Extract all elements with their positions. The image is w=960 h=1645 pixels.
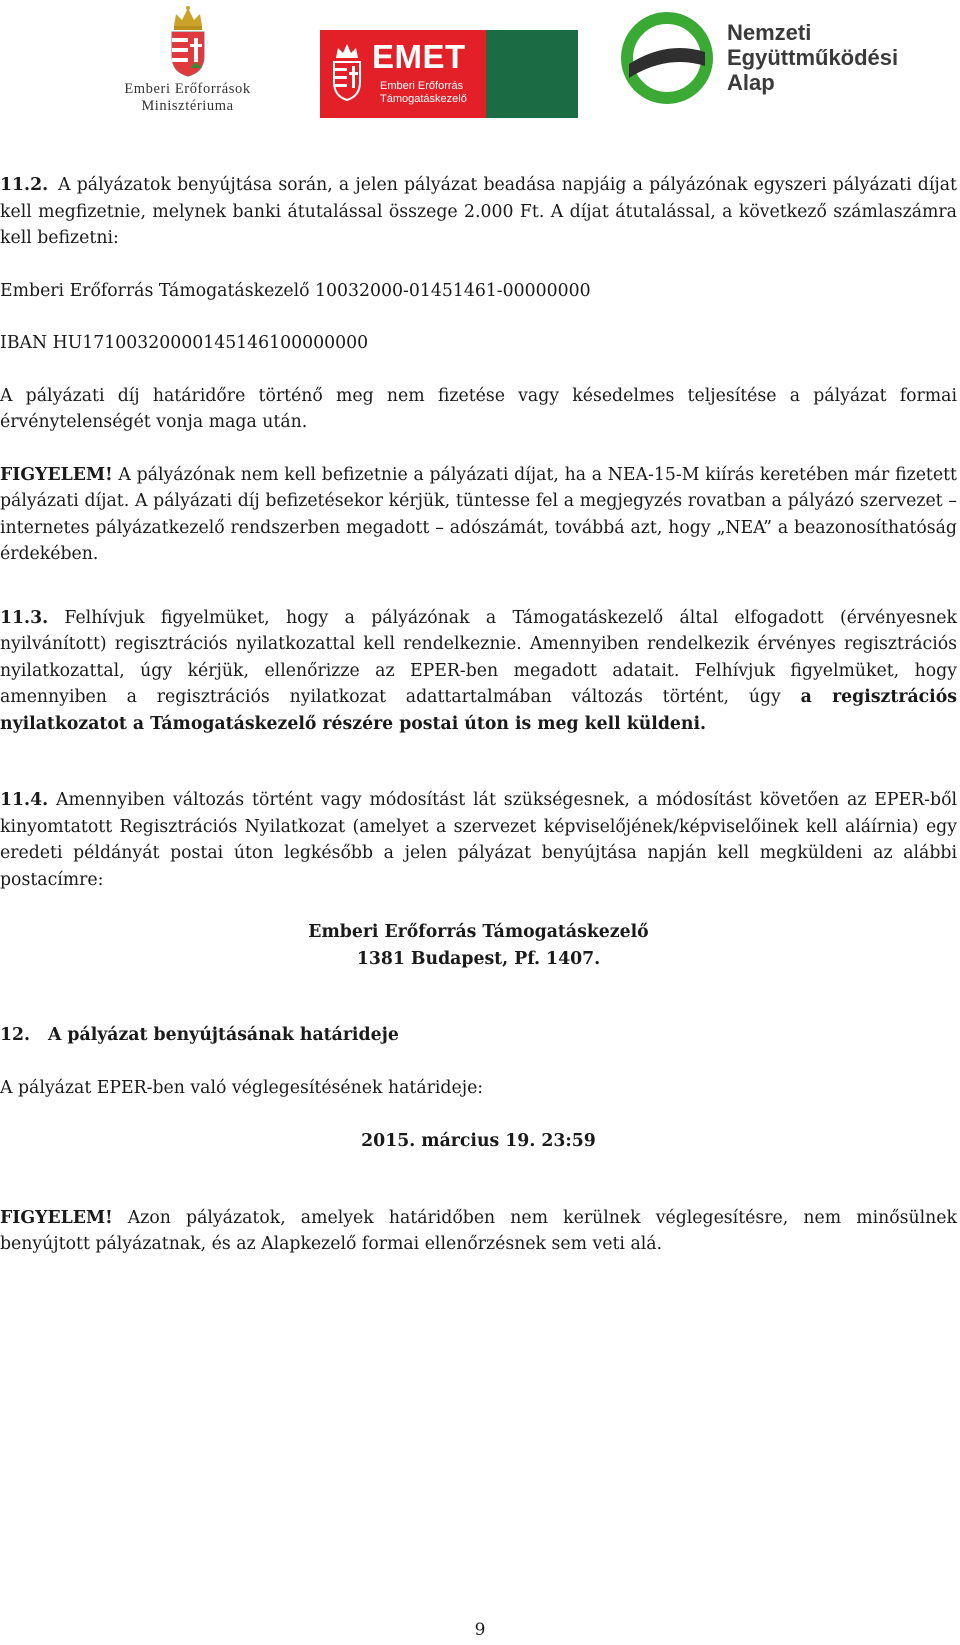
nea-logo-line2: Együttműködési: [727, 45, 899, 70]
emmi-logo-line2: Minisztériuma: [141, 98, 234, 114]
emmi-logo: [100, 4, 275, 122]
deadline-intro: A pályázat EPER-ben való véglegesítésének határideje:: [0, 1077, 484, 1098]
emet-logo-title: EMET: [372, 38, 466, 75]
section-11-2-text: A pályázatok benyújtása során, a jelen pályázat beadása napjáig a pályázónak egyszeri pályázati díjat kell megfizetnie, melynek banki átutalással összege 2.000 Ft. A díjat átutalással, a következő számlaszámra kell befizetni:: [0, 175, 957, 248]
section-12-heading: [0, 1022, 957, 1049]
postal-address-line2: 1381 Budapest, Pf. 1407.: [356, 948, 601, 969]
emet-logo-sub-line1: Emberi Erőforrás: [380, 80, 464, 92]
section-11-2-number: 11.2.: [0, 175, 49, 195]
emet-logo-green-block: [486, 30, 578, 118]
emet-logo-sub-line2: Támogatáskezelő: [380, 93, 467, 105]
section-11-3-text: Felhívjuk figyelmüket, hogy a pályázónak a Támogatáskezelő által elfogadott (érvényesnek nyilvánított) regisztrációs nyilatkozattal kell rendelkeznie. Amennyiben rendelkezik érvényes regisztrációs nyilatkozattal, úgy kérjük, ellenőrizze az EPER-ben megadott adatait. Felhívjuk figyelmüket, hogy amennyiben a regisztrációs nyilatkozat adattartalmában változás történt, úgy: [0, 607, 957, 707]
section-11-4-paragraph: [0, 787, 957, 893]
fee-warning-text: A pályázónak nem kell befizetnie a pályázati díjat, ha a NEA-15-M kiírás keretében már fizetett pályázati díjat. A pályázati díj befizetésekor kérjük, tüntesse fel a megjegyzés rovatban a pályázó szervezet – internetes pályázatkezelő rendszerben megadott – adószámát, továbbá azt, hogy „NEA” a beazonosíthatóság érdekében.: [0, 464, 957, 564]
hungarian-coat-of-arms-icon: [166, 4, 210, 78]
nea-logo: [615, 6, 935, 116]
header-logos: [0, 0, 960, 130]
fee-consequence-paragraph: A pályázati díj határidőre történő meg nem fizetése vagy késedelmes teljesítése a pályázat formai érvénytelenségét vonja maga után.: [0, 385, 957, 432]
fee-warning-paragraph: [0, 462, 957, 568]
section-12-number: 12.: [0, 1025, 31, 1045]
emet-logo: [320, 30, 578, 118]
section-11-4-number: 11.4.: [0, 790, 49, 810]
deadline-warning-paragraph: [0, 1205, 957, 1258]
emet-crest-icon: [330, 42, 364, 104]
nea-logo-line1: Nemzeti: [727, 20, 812, 45]
emet-logo-red-block: [320, 30, 486, 118]
nea-ring-icon: [615, 6, 719, 110]
emmi-logo-line1: Emberi Erőforrások: [124, 81, 251, 97]
deadline-date: 2015. március 19. 23:59: [361, 1131, 596, 1151]
deadline-warning-label: FIGYELEM!: [0, 1207, 113, 1228]
document-body: [0, 172, 957, 1258]
section-11-3-bold-text: a regisztrációs nyilatkozatot a Támogatáskezelő részére postai úton is meg kell küldeni.: [0, 687, 957, 734]
nea-logo-line3: Alap: [727, 70, 775, 95]
iban-line: IBAN HU17100320000145146100000000: [0, 333, 369, 353]
section-11-2-paragraph: [0, 172, 957, 252]
page-number: 9: [474, 1620, 486, 1640]
section-11-3-number: 11.3.: [0, 607, 49, 628]
section-11-3-paragraph: [0, 605, 957, 738]
section-12-title: A pályázat benyújtásának határideje: [48, 1025, 399, 1045]
section-11-4-text: Amennyiben változás történt vagy módosítást lát szükségesnek, a módosítást követően az EPER-ből kinyomtatott Regisztrációs Nyilatkozat (amelyet a szervezet képviselőjének/képviselőinek kell aláírnia) egy eredeti példányát postai úton legkésőbb a jelen pályázat benyújtása napján kell megküldeni az alábbi postacímre:: [0, 790, 957, 890]
deadline-warning-text: Azon pályázatok, amelyek határidőben nem kerülnek véglegesítésre, nem minősülnek benyújtott pályázatnak, és az Alapkezelő formai ellenőrzésnek sem veti alá.: [0, 1207, 957, 1254]
fee-warning-label: FIGYELEM!: [0, 464, 113, 485]
bank-account-line: Emberi Erőforrás Támogatáskezelő 10032000-01451461-00000000: [0, 280, 591, 301]
postal-address-line1: Emberi Erőforrás Támogatáskezelő: [308, 922, 649, 942]
